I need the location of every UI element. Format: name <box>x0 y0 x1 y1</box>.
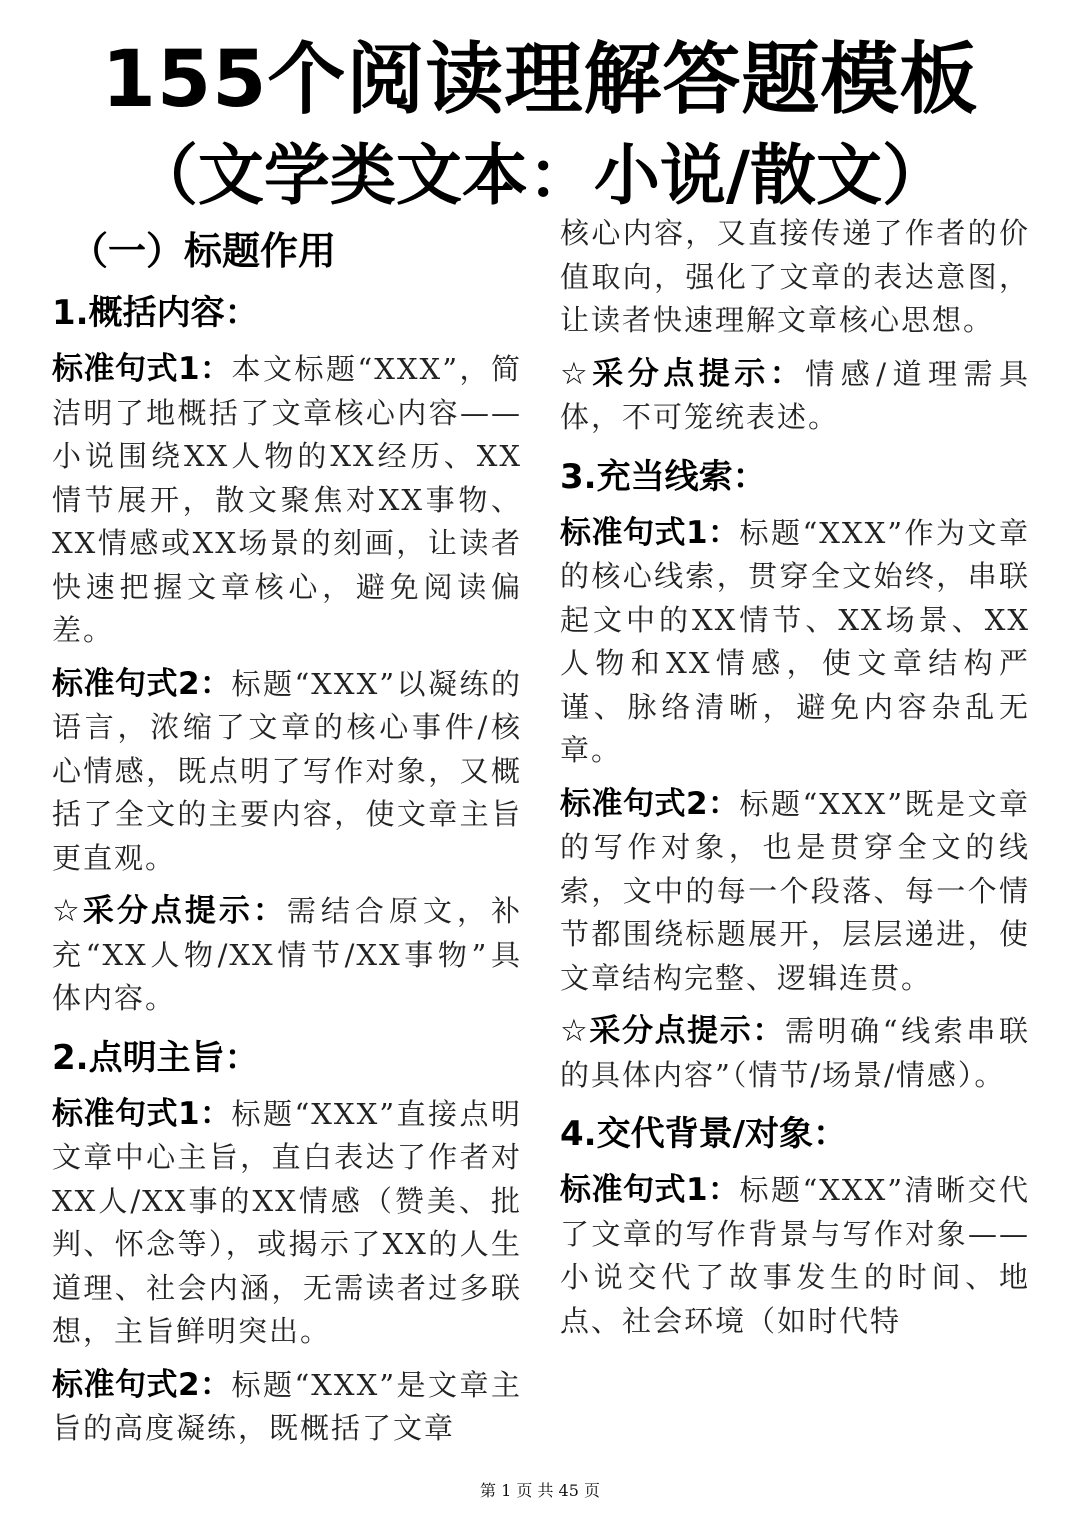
right-column <box>560 212 1030 1353</box>
pattern-text: 标题“XXX”直接点明文章中心主旨，直白表达了作者对XX人/XX事的XX情感（赞美、批判、怀念等），或揭示了XX的人生道理、社会内涵，无需读者过多联想，主旨鲜明突出。 <box>52 1096 522 1348</box>
star-icon: ☆ <box>52 893 83 929</box>
tip-text: 需结合原文，补充“XX人物/XX情节/XX事物”具体内容。 <box>52 894 522 1015</box>
pattern-label: 标准句式1： <box>52 351 232 387</box>
section-heading: （一）标题作用 <box>70 229 337 273</box>
page-footer: 第 1 页 共 45 页 <box>480 1481 600 1500</box>
heading-clue: 3.充当线索： <box>560 456 767 497</box>
left-column <box>52 222 522 1461</box>
pattern-label: 标准句式2： <box>52 1366 232 1403</box>
tip-paragraph <box>52 890 522 1021</box>
heading-theme: 2.点明主旨： <box>52 1037 259 1078</box>
pattern-text: 标题“XXX”清晰交代了文章的写作背景与写作对象——小说交代了故事发生的时间、地点、社会环境（如时代特 <box>560 1173 1030 1338</box>
heading-background: 4.交代背景/对象： <box>560 1114 847 1154</box>
pattern-text: 本文标题“XXX”，简洁明了地概括了文章核心内容——小说围绕XX人物的XX经历、XX情节展开，散文聚焦对XX事物、XX情感或XX场景的刻画，让读者快速把握文章核心，避免阅读偏差。 <box>52 352 522 647</box>
pattern-label: 标准句式2： <box>52 665 232 702</box>
pattern-text: 标题“XXX”既是文章的写作对象，也是贯穿全文的线索，文中的每一个段落、每一个情节都围绕标题展开，层层递进，使文章结构完整、逻辑连贯。 <box>560 786 1030 995</box>
tip-label: 采分点提示： <box>589 1013 785 1049</box>
tip-paragraph <box>560 1010 1030 1097</box>
star-icon: ☆ <box>560 355 593 392</box>
paragraph <box>52 348 522 653</box>
paragraph <box>560 512 1030 773</box>
pattern-label: 标准句式1： <box>52 1095 232 1132</box>
paragraph <box>52 1364 522 1451</box>
tip-label: 采分点提示： <box>592 355 806 392</box>
tip-label: 采分点提示： <box>82 893 287 929</box>
pattern-text: 标题“XXX”作为文章的核心线索，贯穿全文始终，串联起文中的XX情节、XX场景、XX人物和XX情感，使文章结构严谨、脉络清晰，避免内容杂乱无章。 <box>560 515 1030 767</box>
tip-text: 情感/道理需具体，不可笼统表述。 <box>560 356 1031 434</box>
pattern-label: 标准句式1： <box>560 1172 740 1208</box>
pattern-text: 标题“XXX”是文章主旨的高度凝练，既概括了文章 <box>52 1367 522 1445</box>
tip-text: 需明确“线索串联的具体内容”（情节/场景/情感）。 <box>560 1014 1030 1092</box>
pattern-label: 标准句式2： <box>560 785 740 822</box>
paragraph <box>560 783 1030 1001</box>
document-subtitle: （文学类文本：小说/散文） <box>131 137 949 214</box>
star-icon: ☆ <box>560 1013 590 1049</box>
document-title: 155个阅读理解答题模板 <box>101 35 979 125</box>
paragraph <box>52 663 522 881</box>
pattern-label: 标准句式1： <box>560 514 740 551</box>
pattern-text: 标题“XXX”以凝练的语言，浓缩了文章的核心事件/核心情感，既点明了写作对象，又概括了全文的主要内容，使文章主旨更直观。 <box>52 666 522 875</box>
paragraph <box>560 1169 1030 1343</box>
heading-summarize: 1.概括内容： <box>52 293 259 333</box>
paragraph <box>52 1093 522 1354</box>
paragraph-continued: 核心内容，又直接传递了作者的价值取向，强化了文章的表达意图，让读者快速理解文章核心思想。 <box>560 216 1030 337</box>
tip-paragraph <box>560 353 1030 440</box>
